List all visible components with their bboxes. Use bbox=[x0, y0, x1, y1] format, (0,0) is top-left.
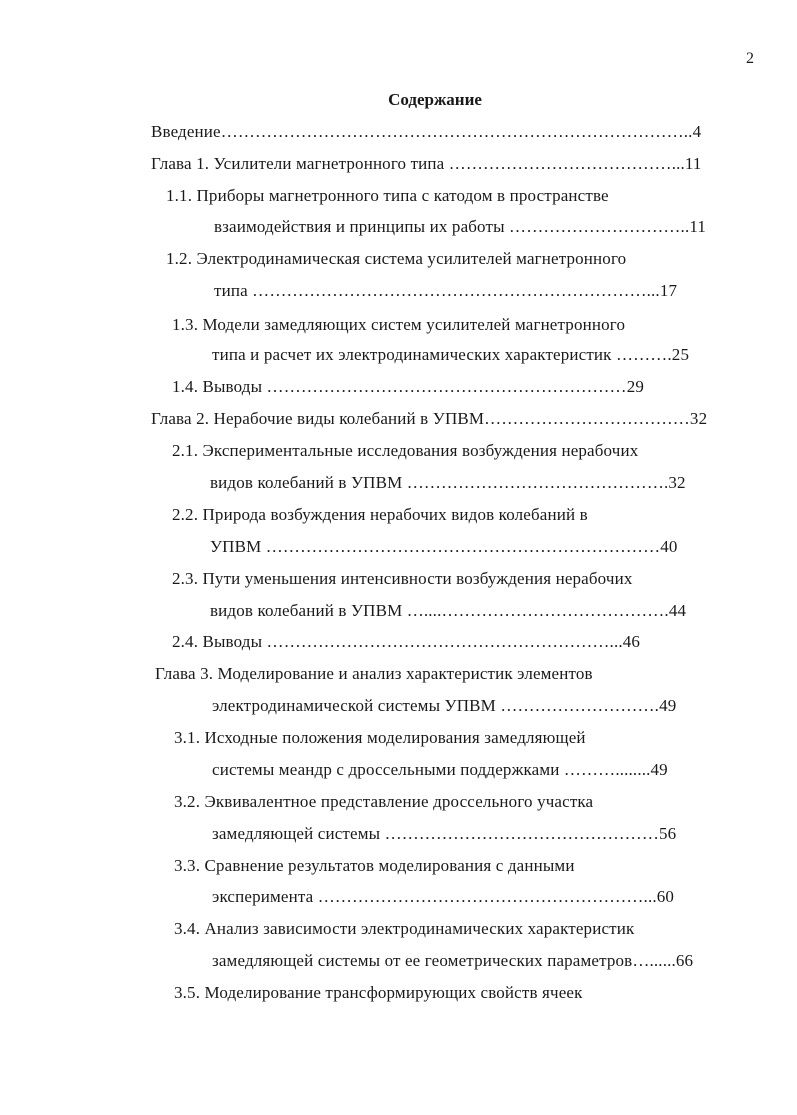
toc-section-2-4: 2.4. Выводы ……………………………………………………...46 bbox=[172, 632, 641, 651]
toc-section-3-1: 3.1. Исходные положения моделирования замедляющей bbox=[174, 728, 586, 747]
toc-section-1-2: 1.2. Электродинамическая система усилителей магнетронного bbox=[166, 249, 627, 268]
toc-intro: Введение………………………………………………………………………..4 bbox=[151, 122, 702, 141]
toc-section-2-1-cont: видов колебаний в УПВМ ……………………………………….32 bbox=[210, 473, 686, 492]
page-title: Содержание bbox=[388, 90, 482, 109]
toc-chapter-1: Глава 1. Усилители магнетронного типа …………………………………...11 bbox=[151, 154, 702, 173]
toc-section-2-3-cont: видов колебаний в УПВМ …....………………………………….44 bbox=[210, 601, 687, 620]
toc-section-3-1-cont: системы меандр с дроссельными поддержками ………........49 bbox=[212, 760, 668, 779]
toc-section-3-3: 3.3. Сравнение результатов моделирования с данными bbox=[174, 856, 575, 875]
toc-section-1-2-cont: типа ……………………………………………………………...17 bbox=[214, 281, 678, 300]
toc-section-1-3-cont: типа и расчет их электродинамических характеристик ……….25 bbox=[212, 345, 690, 364]
toc-section-3-4: 3.4. Анализ зависимости электродинамических характеристик bbox=[174, 919, 635, 938]
toc-section-3-2-cont: замедляющей системы …………………………………………56 bbox=[212, 824, 677, 843]
toc-section-1-3: 1.3. Модели замедляющих систем усилителей магнетронного bbox=[172, 315, 626, 334]
toc-section-3-5: 3.5. Моделирование трансформирующих свойств ячеек bbox=[174, 983, 583, 1002]
toc-chapter-3-cont: электродинамической системы УПВМ ……………………….49 bbox=[212, 696, 677, 715]
toc-section-3-3-cont: эксперимента …………………………………………………...60 bbox=[212, 887, 675, 906]
toc-section-3-4-cont: замедляющей системы от ее геометрических параметров…......66 bbox=[212, 951, 694, 970]
toc-section-2-3: 2.3. Пути уменьшения интенсивности возбуждения нерабочих bbox=[172, 569, 633, 588]
toc-section-2-2-cont: УПВМ ……………………………………………………………40 bbox=[210, 537, 678, 556]
toc-section-3-2: 3.2. Эквивалентное представление дроссельного участка bbox=[174, 792, 594, 811]
page-number: 2 bbox=[746, 50, 754, 67]
toc-section-1-1-cont: взаимодействия и принципы их работы …………………………..11 bbox=[214, 217, 707, 236]
toc-section-2-2: 2.2. Природа возбуждения нерабочих видов колебаний в bbox=[172, 505, 588, 524]
toc-chapter-2: Глава 2. Нерабочие виды колебаний в УПВМ………………………………32 bbox=[151, 409, 708, 428]
toc-section-2-1: 2.1. Экспериментальные исследования возбуждения нерабочих bbox=[172, 441, 639, 460]
toc-section-1-1: 1.1. Приборы магнетронного типа с катодом в пространстве bbox=[166, 186, 609, 205]
toc-section-1-4: 1.4. Выводы ………………………………………………………29 bbox=[172, 377, 645, 396]
toc-chapter-3: Глава 3. Моделирование и анализ характеристик элементов bbox=[155, 664, 593, 683]
